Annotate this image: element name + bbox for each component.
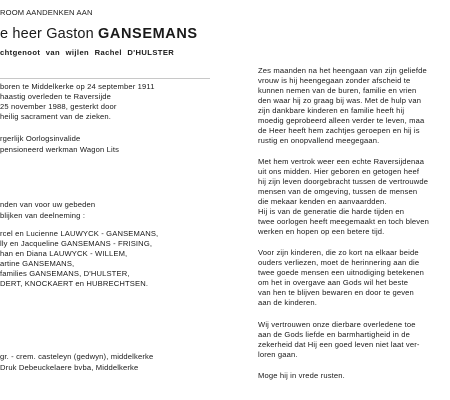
family-line: families GANSEMANS, D'HULSTER, [0,269,130,278]
name-surname: GANSEMANS [98,26,198,42]
spouse-line: chtgenoot van wijlen Rachel D'HULSTER [0,48,175,57]
deceased-name [0,26,198,42]
footer-line: gr. - crem. casteleyn (gedwyn), middelkerke [0,352,154,361]
text-line: Hij is van de generatie die harde tijden en [258,207,405,216]
text-line: werken en hopen op een betere tijd. [258,227,385,236]
text-line: rustig en onopvallend meegegaan. [258,136,380,145]
bio-line: haastig overleden te Raversijde [0,92,112,101]
title-line: pensioneerd werkman Wagon Lits [0,145,120,154]
text-line: twee oorlogen heeft meegemaakt en toch bleven [258,217,429,226]
text-line: loren gaan. [258,350,298,359]
family-line: lly en Jacqueline GANSEMANS - FRISING, [0,239,153,248]
bio-line: boren te Middelkerke op 24 september 1911 [0,82,155,91]
text-line: zekerheid dat Hij een goed leven niet laat ver- [258,340,420,349]
family-line: rcel en Lucienne LAUWYCK - GANSEMANS, [0,229,159,238]
header-text: ROOM AANDENKEN AAN [0,8,93,17]
text-line: twee goede mensen een uitnodiging betekenen [258,268,425,277]
text-line: om het in overgave aan Gods wil het beste [258,278,409,287]
right-column [258,0,450,400]
text-line: die mekaar kenden en aanvaardden. [258,197,387,206]
text-line: ouders verliezen, moet de herinnering aan die [258,258,420,267]
text-line: van hen te blijven bewaren en door te geven [258,288,414,297]
family-line: DERT, KNOCKAERT en HUBRECHTSEN. [0,279,149,288]
text-line: de Heer heeft hem zachtjes geroepen en hij is [258,126,420,135]
name-prefix: e heer Gaston [0,26,94,42]
text-line: uit ons midden. Hier geboren en getogen heef [258,167,420,176]
footer-line: Druk Debeuckelaere bvba, Middelkerke [0,363,139,372]
text-line: hij zijn leven doorgebracht tussen de vertrouwde [258,177,429,186]
text-line: Voor zijn kinderen, die zo kort na elkaar beide [258,248,419,257]
closing-line: Moge hij in vrede rusten. [258,371,345,380]
divider [0,78,210,79]
family-line: artine GANSEMANS, [0,259,75,268]
title-line: rgerlijk Oorlogsinvalide [0,134,81,143]
bio-line: heilig sacrament van de zieken. [0,112,112,121]
request-line: nden van voor uw gebeden [0,200,96,209]
text-line: mensen van de omgeving, tussen de mensen [258,187,418,196]
family-line: han en Diana LAUWYCK - WILLEM, [0,249,128,258]
text-line: aan de Gods liefde en barmhartigheid in de [258,330,410,339]
request-line: blijken van deelneming : [0,211,86,220]
text-line: den waar hij zo graag bij was. Met de hulp van [258,96,422,105]
text-line: Zes maanden na het heengaan van zijn geliefde [258,66,427,75]
left-column [0,0,210,400]
text-line: kunnen nemen van de buren, familie en vrien [258,86,417,95]
text-line: vrouw is hij heengegaan zonder afscheid te [258,76,411,85]
text-line: Wij vertrouwen onze dierbare overledene toe [258,320,416,329]
text-line: zijn dankbare kinderen en familie heeft hij [258,106,405,115]
text-line: moedig geprobeerd alleen verder te leven, maa [258,116,425,125]
text-line: aan de kinderen. [258,298,317,307]
text-line: Met hem vertrok weer een echte Raversijdenaa [258,157,425,166]
bio-line: 25 november 1988, gesterkt door [0,102,117,111]
